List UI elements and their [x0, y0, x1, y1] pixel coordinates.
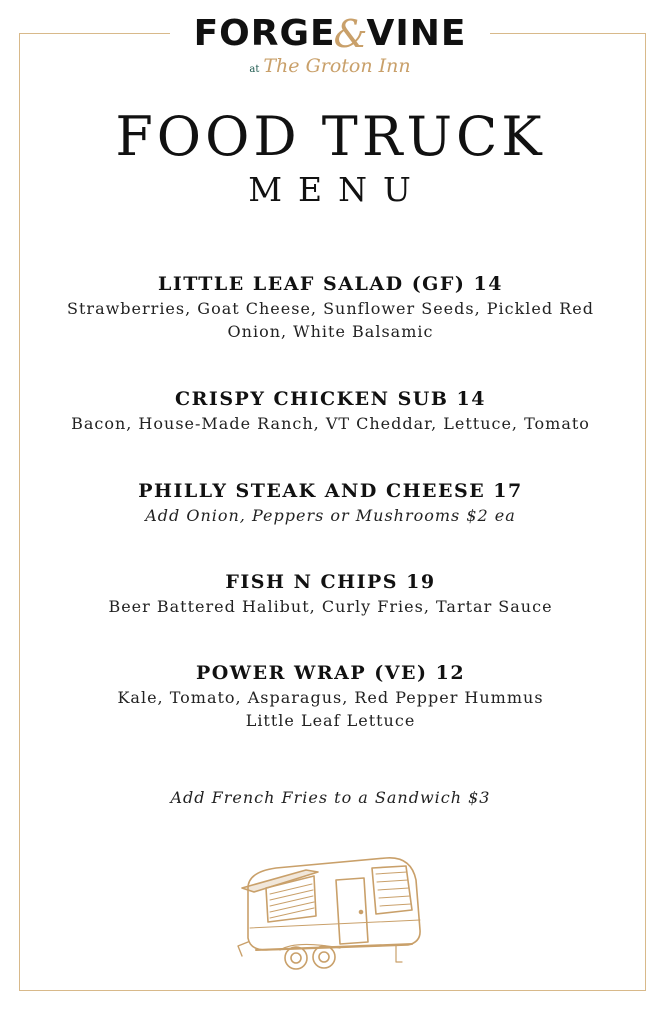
- brand-logo: [170, 8, 490, 90]
- brand-right: VINE: [366, 13, 467, 54]
- menu-item-description: Kale, Tomato, Asparagus, Red Pepper Hummus: [117, 688, 544, 707]
- menu-item-name: PHILLY STEAK AND CHEESE 17: [138, 480, 523, 502]
- food-truck-icon: [236, 850, 426, 975]
- menu-item-name: FISH N CHIPS 19: [225, 571, 436, 593]
- menu-item-description: Strawberries, Goat Cheese, Sunflower Seeds, Pickled Red: [67, 299, 594, 318]
- menu-item-name: POWER WRAP (VE) 12: [195, 662, 466, 684]
- menu-item: [40, 271, 621, 343]
- menu-item-name: CRISPY CHICKEN SUB 14: [175, 388, 486, 410]
- menu-item: [40, 478, 621, 527]
- brand-ampersand: &: [333, 12, 369, 56]
- menu-item-description: Little Leaf Lettuce: [245, 711, 416, 730]
- menu-item: [40, 660, 621, 732]
- brand-venue-line: [170, 54, 490, 82]
- menu-item-description: Onion, White Balsamic: [227, 322, 434, 341]
- menu-item-description: Bacon, House-Made Ranch, VT Cheddar, Lettuce, Tomato: [71, 414, 590, 433]
- menu-item-description: Beer Battered Halibut, Curly Fries, Tartar Sauce: [108, 597, 553, 616]
- brand-wordmark: [170, 14, 490, 54]
- brand-left: FORGE: [193, 13, 336, 54]
- menu-item-description: Add Onion, Peppers or Mushrooms $2 ea: [145, 506, 516, 525]
- menu-item-name: LITTLE LEAF SALAD (GF) 14: [158, 273, 503, 295]
- footer-note: Add French Fries to a Sandwich $3: [170, 788, 491, 807]
- brand-venue: The Groton Inn: [263, 55, 411, 77]
- brand-at: at: [249, 64, 260, 75]
- menu-item: [40, 386, 621, 435]
- page-subtitle: MENU: [248, 170, 427, 209]
- menu-item: [40, 569, 621, 618]
- page-title: FOOD TRUCK: [115, 105, 546, 168]
